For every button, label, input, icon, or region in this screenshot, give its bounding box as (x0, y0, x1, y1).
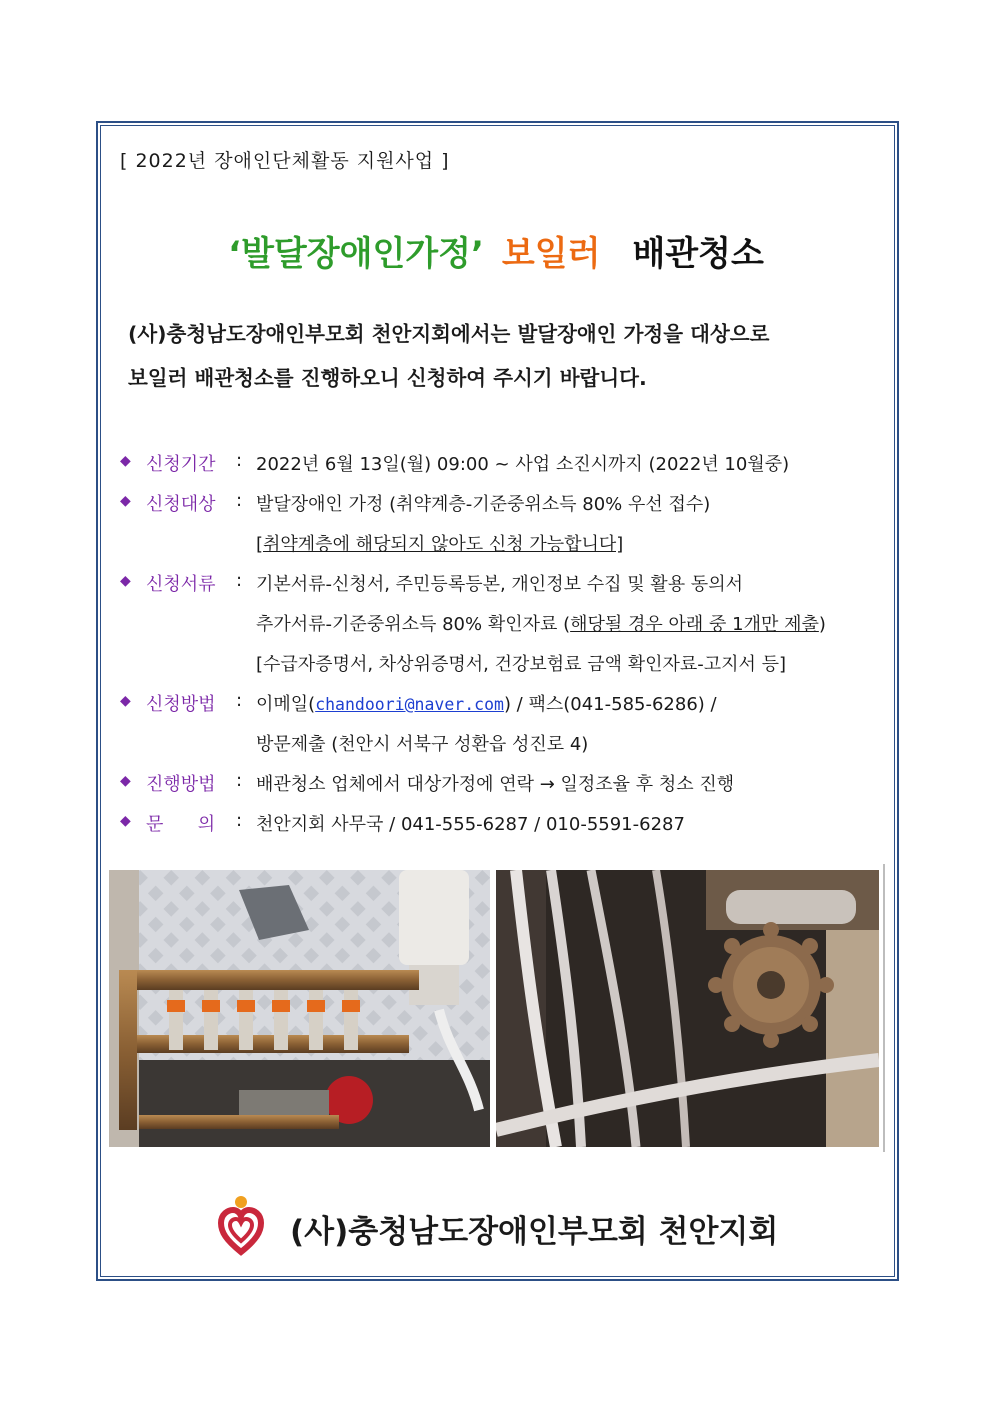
process-value: 배관청소 업체에서 대상가정에 연락 → 일정조율 후 청소 진행 (256, 774, 735, 795)
boiler-manifold-photo (109, 870, 490, 1147)
diamond-bullet-icon: ◆ (120, 493, 131, 509)
contact-label: 문 의 (146, 814, 216, 835)
method-email-prefix: 이메일( (256, 694, 316, 715)
contact-value: 천안지회 사무국 / 041-555-6287 / 010-5591-6287 (256, 814, 685, 835)
headline-pipe-cleaning: 배관청소 (632, 234, 764, 274)
colon: : (236, 770, 243, 791)
footer-organization-name: (사)충청남도장애인부모회 천안지회 (290, 1214, 779, 1250)
photo-divider (883, 864, 885, 1152)
colon: : (236, 450, 243, 471)
diamond-bullet-icon: ◆ (120, 573, 131, 589)
organization-logo-icon (216, 1194, 266, 1256)
documents-list: [수급자증명서, 차상위증명서, 건강보험료 금액 확인자료-고지서 등] (256, 654, 787, 675)
documents-additional-suffix: ) (818, 614, 826, 635)
intro-line-1: (사)충청남도장애인부모회 천안지회에서는 발달장애인 가정을 대상으로 (128, 322, 770, 346)
colon: : (236, 810, 243, 831)
method-fax: ) / 팩스(041-585-6286) / (503, 694, 717, 715)
project-title: [ 2022년 장애인단체활동 지원사업 ] (120, 150, 450, 172)
headline-boiler: 보일러 (501, 234, 601, 274)
method-value (256, 690, 717, 716)
period-value: 2022년 6월 13일(월) 09:00 ~ 사업 소진시까지 (2022년 10월중) (256, 454, 790, 475)
diamond-bullet-icon: ◆ (120, 693, 131, 709)
boiler-manifold-illustration (109, 870, 490, 1147)
period-label: 신청기간 (146, 454, 216, 475)
documents-value: 기본서류-신청서, 주민등록등본, 개인정보 수집 및 활용 동의서 (256, 574, 743, 595)
colon: : (236, 570, 243, 591)
email-link[interactable]: chandoori@naver.com (315, 695, 504, 714)
documents-label: 신청서류 (146, 574, 216, 595)
target-note: [취약계층에 해당되지 않아도 신청 가능합니다] (256, 534, 624, 555)
documents-additional (256, 610, 826, 636)
method-label: 신청방법 (146, 694, 216, 715)
colon: : (236, 490, 243, 511)
target-value: 발달장애인 가정 (취약계층-기준중위소득 80% 우선 접수) (256, 494, 711, 515)
diamond-bullet-icon: ◆ (120, 453, 131, 469)
headline (0, 226, 992, 275)
pipe-closeup-illustration (496, 870, 879, 1147)
intro-line-2: 보일러 배관청소를 진행하오니 신청하여 주시기 바랍니다. (128, 366, 647, 390)
colon: : (236, 690, 243, 711)
documents-additional-note: 해당될 경우 아래 중 1개만 제출 (570, 614, 819, 635)
method-visit: 방문제출 (천안시 서북구 성환읍 성진로 4) (256, 734, 589, 755)
process-label: 진행방법 (146, 774, 216, 795)
target-label: 신청대상 (146, 494, 216, 515)
diamond-bullet-icon: ◆ (120, 773, 131, 789)
headline-target: ‘발달장애인가정’ (228, 234, 484, 274)
pipe-closeup-photo (496, 870, 879, 1147)
diamond-bullet-icon: ◆ (120, 813, 131, 829)
documents-additional-prefix: 추가서류-기준중위소득 80% 확인자료 ( (256, 614, 571, 635)
